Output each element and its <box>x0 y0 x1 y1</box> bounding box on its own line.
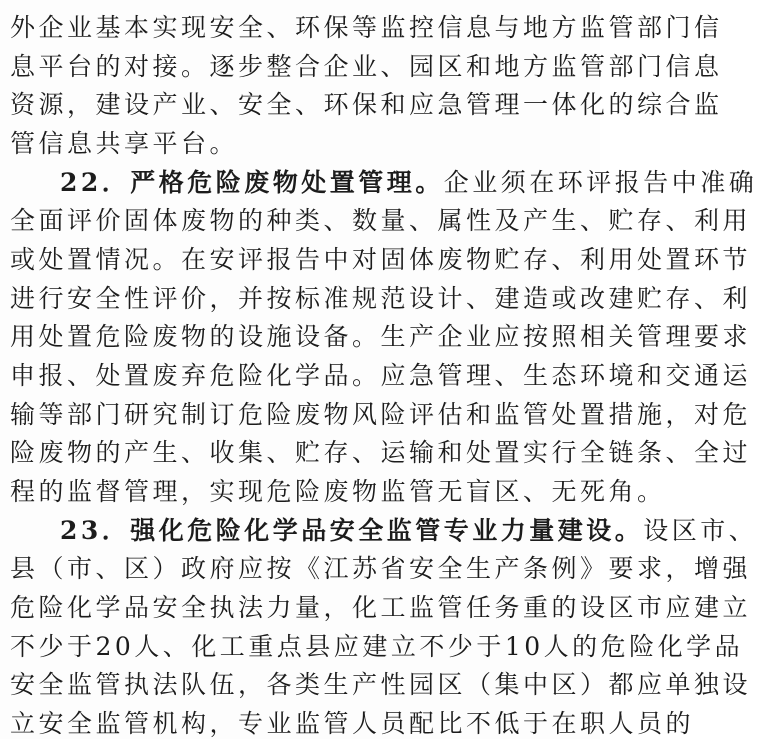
paragraph-22-first-line-text: 企业须在环评报告中准确 <box>443 168 757 197</box>
text-line: 立安全监管机构，专业监管人员配比不低于在职人员的 <box>10 709 695 738</box>
paragraph-23-first-line-text: 设区市、 <box>643 516 757 545</box>
text-line: 输等部门研究制订危险废物风险评估和监管处置措施，对危 <box>10 400 752 429</box>
text-line: 县（市、区）政府应按《江苏省安全生产条例》要求，增强 <box>10 554 752 583</box>
text-line: 资源，建设产业、安全、环保和应急管理一体化的综合监 <box>10 90 723 119</box>
text-line: 或处置情况。在安评报告中对固体废物贮存、利用处置环节 <box>10 245 752 274</box>
text-line: 用处置危险废物的设施设备。生产企业应按照相关管理要求 <box>10 322 752 351</box>
text-line: 安全监管执法队伍，各类生产性园区（集中区）都应单独设 <box>10 670 752 699</box>
text-line: 险废物的产生、收集、贮存、运输和处置实行全链条、全过 <box>10 438 752 467</box>
paragraph-23-heading: 23．强化危险化学品安全监管专业力量建设。 <box>60 516 644 545</box>
paragraph-22-heading: 22．严格危险废物处置管理。 <box>60 168 444 197</box>
paragraph-23-first-line <box>60 516 757 546</box>
text-line: 程的监督管理，实现危险废物监管无盲区、无死角。 <box>10 477 666 506</box>
text-line: 不少于20人、化工重点县应建立不少于10人的危险化学品 <box>10 632 744 661</box>
text-line: 息平台的对接。逐步整合企业、园区和地方监管部门信息 <box>10 52 723 81</box>
text-line: 全面评价固体废物的种类、数量、属性及产生、贮存、利用 <box>10 206 752 235</box>
text-line: 外企业基本实现安全、环保等监控信息与地方监管部门信 <box>10 13 723 42</box>
paragraph-22-first-line <box>60 168 757 198</box>
text-line: 管信息共享平台。 <box>10 129 239 158</box>
text-line: 进行安全性评价，并按标准规范设计、建造或改建贮存、利 <box>10 284 752 313</box>
text-line: 申报、处置废弃危险化学品。应急管理、生态环境和交通运 <box>10 361 752 390</box>
text-line: 危险化学品安全执法力量，化工监管任务重的设区市应建立 <box>10 593 752 622</box>
